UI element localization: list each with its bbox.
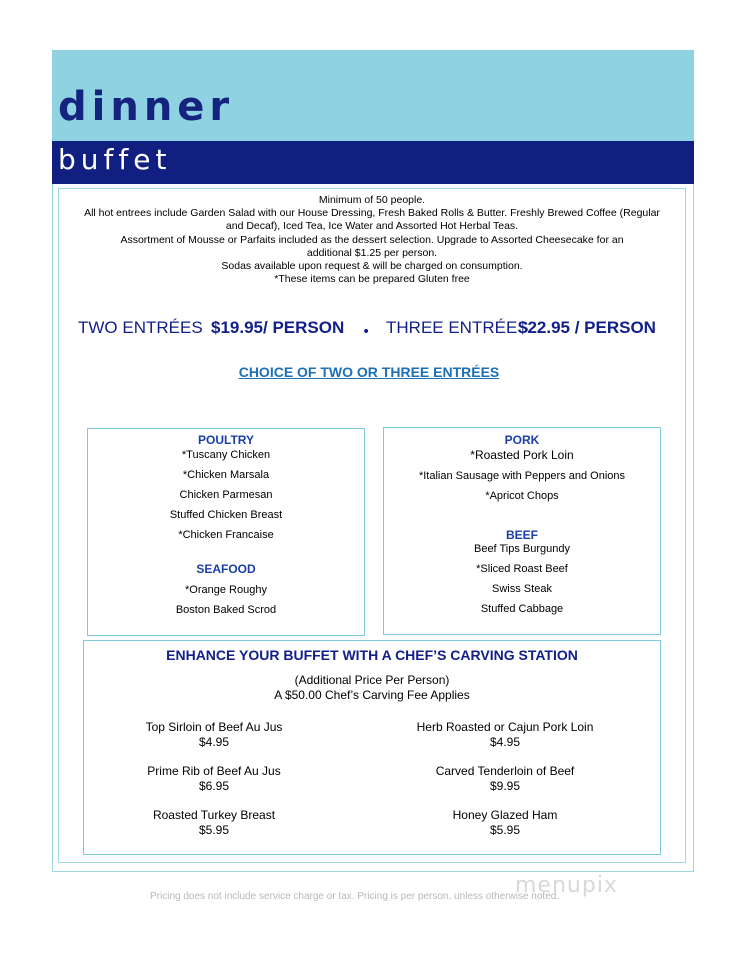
menu-item: Chicken Parmesan — [179, 489, 273, 501]
choice-heading: CHOICE OF TWO OR THREE ENTRÉES — [238, 364, 500, 380]
carving-item-name: Carved Tenderloin of Beef — [435, 764, 575, 778]
price-separator: • — [362, 324, 371, 340]
watermark-logo: menupix — [515, 873, 618, 898]
intro-line: additional $1.25 per person. — [306, 246, 438, 259]
menu-item: *Roasted Pork Loin — [470, 448, 574, 462]
menu-item: Stuffed Chicken Breast — [169, 509, 283, 521]
three-entrees-label: THREE ENTRÉES — [386, 318, 529, 337]
two-entrees-label: TWO ENTRÉES — [78, 318, 203, 337]
carving-item — [104, 720, 324, 750]
two-entrees-price-value: $19.95/ PERSON — [211, 318, 345, 337]
carving-item-price: $5.95 — [489, 823, 521, 837]
two-entrees-price — [211, 318, 344, 338]
footer-note: Pricing does not include service charge or tax. Pricing is per person, unless otherwise noted. — [150, 891, 560, 902]
intro-text — [62, 194, 682, 286]
intro-line: All hot entrees include Garden Salad with our House Dressing, Fresh Baked Rolls & Butter. Freshly Brewed Coffee (Regular — [84, 207, 660, 220]
intro-line: Assortment of Mousse or Parfaits included as the dessert selection. Upgrade to Assorted Cheesecake for an — [120, 233, 624, 246]
carving-note-line: A $50.00 Chef’s Carving Fee Applies — [274, 688, 470, 702]
carving-item — [395, 720, 615, 750]
carving-item-price: $9.95 — [489, 779, 521, 793]
intro-line: Minimum of 50 people. — [318, 194, 426, 206]
carving-station-title: ENHANCE YOUR BUFFET WITH A CHEF’S CARVING STATION — [166, 647, 578, 663]
seafood-heading: SEAFOOD — [196, 562, 256, 576]
intro-line: *These items can be prepared Gluten free — [274, 273, 470, 286]
carving-item-name: Prime Rib of Beef Au Jus — [147, 764, 281, 778]
poultry-heading: POULTRY — [198, 433, 254, 447]
menu-item: *Tuscany Chicken — [181, 449, 271, 461]
carving-item-price: $4.95 — [489, 735, 521, 749]
menu-item: *Chicken Francaise — [178, 529, 274, 541]
carving-item-price: $6.95 — [198, 779, 230, 793]
carving-item-name: Honey Glazed Ham — [452, 808, 558, 822]
carving-note-line: (Additional Price Per Person) — [294, 673, 450, 687]
three-entrees-price-value: $22.95 / PERSON — [518, 318, 656, 337]
carving-item-name: Top Sirloin of Beef Au Jus — [145, 720, 283, 734]
menu-item: *Chicken Marsala — [182, 469, 270, 481]
intro-line: Sodas available upon request & will be charged on consumption. — [221, 260, 523, 273]
carving-item — [395, 764, 615, 794]
menu-item: Boston Baked Scrod — [175, 604, 277, 616]
carving-item-name: Roasted Turkey Breast — [152, 808, 276, 822]
menu-item: *Italian Sausage with Peppers and Onions — [418, 470, 626, 482]
menu-item: Stuffed Cabbage — [480, 603, 564, 615]
menu-item: Swiss Steak — [492, 583, 552, 595]
page-subtitle: buffet — [58, 143, 172, 176]
page-title: dinner — [58, 84, 235, 130]
intro-line: and Decaf), Iced Tea, Ice Water and Assorted Hot Herbal Teas. — [225, 220, 519, 233]
menu-item: *Orange Roughy — [185, 584, 267, 596]
carving-note — [83, 673, 661, 703]
pork-heading: PORK — [504, 433, 540, 447]
poultry-section — [87, 433, 365, 447]
carving-item — [104, 764, 324, 794]
menu-item: *Apricot Chops — [485, 490, 559, 502]
beef-heading: BEEF — [505, 528, 538, 542]
carving-item-name: Herb Roasted or Cajun Pork Loin — [416, 720, 594, 734]
carving-item-price: $5.95 — [198, 823, 230, 837]
menu-item: *Sliced Roast Beef — [476, 563, 568, 575]
menu-item: Beef Tips Burgundy — [473, 543, 570, 555]
carving-item — [104, 808, 324, 838]
carving-item — [395, 808, 615, 838]
three-entrees-price — [518, 318, 656, 338]
carving-item-price: $4.95 — [198, 735, 230, 749]
